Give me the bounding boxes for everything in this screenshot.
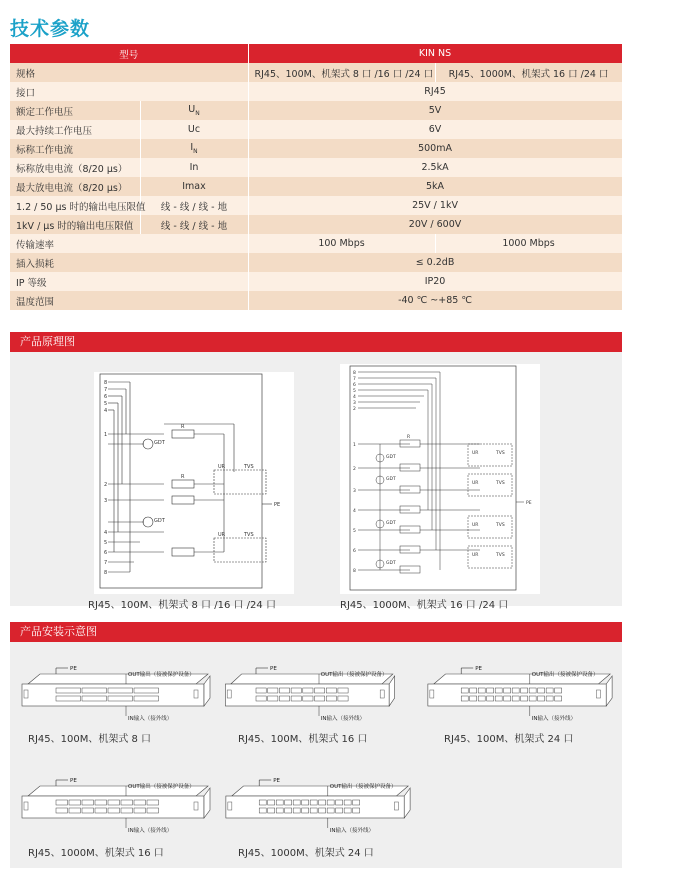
install-caption: RJ45、1000M、机架式 24 口 <box>238 848 374 859</box>
circuit-diagram-100m <box>94 372 294 594</box>
svg-text:1: 1 <box>104 432 108 438</box>
svg-text:7: 7 <box>104 560 108 566</box>
spec-value: 5kA <box>248 177 622 196</box>
spec-value: 5V <box>248 101 622 120</box>
spec-name: 1kV / µs 时的输出电压限值 <box>10 215 140 234</box>
svg-text:4: 4 <box>353 509 356 514</box>
out-label: OUT输出（接被保护设备） <box>329 784 397 790</box>
spec-value: 25V / 1kV <box>248 196 622 215</box>
in-label: IN输入（接外线） <box>329 828 375 834</box>
install-section-header: 产品安装示意图 <box>10 622 622 642</box>
gdt-label: GDT <box>386 521 396 526</box>
svg-text:2: 2 <box>353 467 356 472</box>
spec-value: RJ45、100M、机架式 8 口 /16 口 /24 口 <box>248 63 435 82</box>
spec-row <box>10 291 622 310</box>
spec-value: 500mA <box>248 139 622 158</box>
pe-label: PE <box>273 778 280 784</box>
gdt-label: GDT <box>386 561 396 566</box>
svg-text:7: 7 <box>353 377 356 382</box>
spec-symbol: Uc <box>140 120 248 139</box>
tvs-label: TVS <box>244 532 254 538</box>
rack-unit-illustration <box>220 654 400 726</box>
svg-text:3: 3 <box>353 401 356 406</box>
gdt-label: GDT <box>386 455 396 460</box>
gdt-label: GDT <box>386 477 396 482</box>
spec-value: ≤ 0.2dB <box>248 253 622 272</box>
diagram-caption-100m: RJ45、100M、机架式 8 口 /16 口 /24 口 <box>88 600 276 611</box>
spec-name: 最大放电电流（8/20 µs） <box>10 177 140 196</box>
tvs-label: TVS <box>244 464 254 470</box>
spec-row <box>10 63 622 82</box>
svg-text:7: 7 <box>104 387 108 393</box>
spec-name: 传输速率 <box>10 234 248 253</box>
spec-name: 1.2 / 50 µs 时的输出电压限值 <box>10 196 140 215</box>
spec-symbol: $I_N$ <box>140 139 248 158</box>
svg-text:6: 6 <box>353 549 356 554</box>
svg-text:5: 5 <box>104 540 108 546</box>
spec-symbol: 线 - 线 / 线 - 地 <box>140 215 248 234</box>
spec-row <box>10 158 622 177</box>
principle-section-body <box>10 352 622 611</box>
svg-text:8: 8 <box>104 570 108 576</box>
tvs-label: TVS <box>496 523 505 528</box>
spec-row <box>10 139 622 158</box>
in-label: IN输入（接外线） <box>320 716 366 722</box>
spec-value: RJ45、1000M、机架式 16 口 /24 口 <box>435 63 622 82</box>
ur-label: UR <box>472 523 479 528</box>
spec-row <box>10 215 622 234</box>
resistor-label: R <box>181 424 185 430</box>
spec-row <box>10 272 622 291</box>
svg-text:1: 1 <box>353 443 356 448</box>
gdt-label: GDT <box>154 518 165 524</box>
pe-label: PE <box>475 666 482 672</box>
spec-table <box>10 44 623 310</box>
tvs-label: TVS <box>496 553 505 558</box>
svg-text:5: 5 <box>353 389 356 394</box>
svg-text:8: 8 <box>353 569 356 574</box>
spec-name: 标称放电电流（8/20 µs） <box>10 158 140 177</box>
spec-value: 20V / 600V <box>248 215 622 234</box>
in-label: IN输入（接外线） <box>128 828 173 834</box>
spec-row <box>10 177 622 196</box>
ur-label: UR <box>218 464 226 470</box>
install-caption: RJ45、100M、机架式 24 口 <box>444 734 574 745</box>
out-label: OUT输出（接被保护设备） <box>531 672 599 678</box>
tvs-label: TVS <box>496 451 505 456</box>
spec-name: 最大持续工作电压 <box>10 120 140 139</box>
pe-label: PE <box>526 501 532 506</box>
spec-name: 插入损耗 <box>10 253 248 272</box>
pe-label: PE <box>70 666 77 672</box>
svg-text:5: 5 <box>353 529 356 534</box>
in-label: IN输入（接外线） <box>531 716 577 722</box>
ur-label: UR <box>472 553 479 558</box>
resistor-label: R <box>407 435 411 440</box>
svg-text:6: 6 <box>353 383 356 388</box>
svg-text:4: 4 <box>104 408 108 414</box>
spec-name: 规格 <box>10 63 248 82</box>
spec-value: 6V <box>248 120 622 139</box>
spec-value: 1000 Mbps <box>435 234 622 253</box>
install-caption: RJ45、1000M、机架式 16 口 <box>28 848 164 859</box>
ur-label: UR <box>472 451 479 456</box>
spec-name: 额定工作电压 <box>10 101 140 120</box>
rack-unit-illustration <box>16 766 216 838</box>
spec-row <box>10 253 622 272</box>
svg-text:4: 4 <box>353 395 356 400</box>
spec-row <box>10 234 622 253</box>
install-section-body <box>10 642 622 868</box>
in-label: IN输入（接外线） <box>128 716 173 722</box>
spec-name: 接口 <box>10 82 248 101</box>
circuit-diagram-1000m <box>340 364 540 594</box>
spec-symbol: Imax <box>140 177 248 196</box>
svg-text:3: 3 <box>353 489 356 494</box>
principle-section-header: 产品原理图 <box>10 332 622 352</box>
spec-value: IP20 <box>248 272 622 291</box>
spec-symbol: $U_N$ <box>140 101 248 120</box>
spec-name: 标称工作电流 <box>10 139 140 158</box>
svg-text:8: 8 <box>104 380 108 386</box>
rack-unit-illustration <box>16 654 216 726</box>
spec-row <box>10 82 622 101</box>
spec-name: 温度范围 <box>10 291 248 310</box>
svg-text:3: 3 <box>104 498 108 504</box>
spec-symbol: 线 - 线 / 线 - 地 <box>140 196 248 215</box>
svg-text:2: 2 <box>353 407 356 412</box>
spec-value: RJ45 <box>248 82 622 101</box>
svg-text:6: 6 <box>104 394 108 400</box>
spec-header-value: KIN NS <box>248 44 622 63</box>
install-caption: RJ45、100M、机架式 8 口 <box>28 734 152 745</box>
rack-unit-illustration <box>220 766 416 838</box>
spec-row <box>10 120 622 139</box>
svg-text:5: 5 <box>104 401 108 407</box>
spec-name: IP 等级 <box>10 272 248 291</box>
spec-row <box>10 196 622 215</box>
diagram-caption-1000m: RJ45、1000M、机架式 16 口 /24 口 <box>340 600 509 611</box>
svg-text:8: 8 <box>353 371 356 376</box>
svg-text:4: 4 <box>104 530 108 536</box>
rack-unit-illustration <box>422 654 618 726</box>
install-caption: RJ45、100M、机架式 16 口 <box>238 734 368 745</box>
pe-label: PE <box>70 778 77 784</box>
tvs-label: TVS <box>496 481 505 486</box>
spec-symbol: In <box>140 158 248 177</box>
gdt-label: GDT <box>154 440 165 446</box>
spec-value: 100 Mbps <box>248 234 435 253</box>
out-label: OUT输出（接被保护设备） <box>128 672 195 678</box>
spec-value: -40 ℃ ~+85 ℃ <box>248 291 622 310</box>
spec-value: 2.5kA <box>248 158 622 177</box>
page-title: 技术参数 <box>10 18 91 40</box>
ur-label: UR <box>218 532 226 538</box>
ur-label: UR <box>472 481 479 486</box>
svg-text:6: 6 <box>104 550 108 556</box>
out-label: OUT输出（接被保护设备） <box>128 784 195 790</box>
resistor-label: R <box>181 474 185 480</box>
spec-header-row <box>10 44 622 63</box>
spec-row <box>10 101 622 120</box>
spec-header-label: 型号 <box>10 44 248 63</box>
pe-label: PE <box>274 502 281 508</box>
svg-text:2: 2 <box>104 482 108 488</box>
out-label: OUT输出（接被保护设备） <box>320 672 388 678</box>
pe-label: PE <box>270 666 277 672</box>
